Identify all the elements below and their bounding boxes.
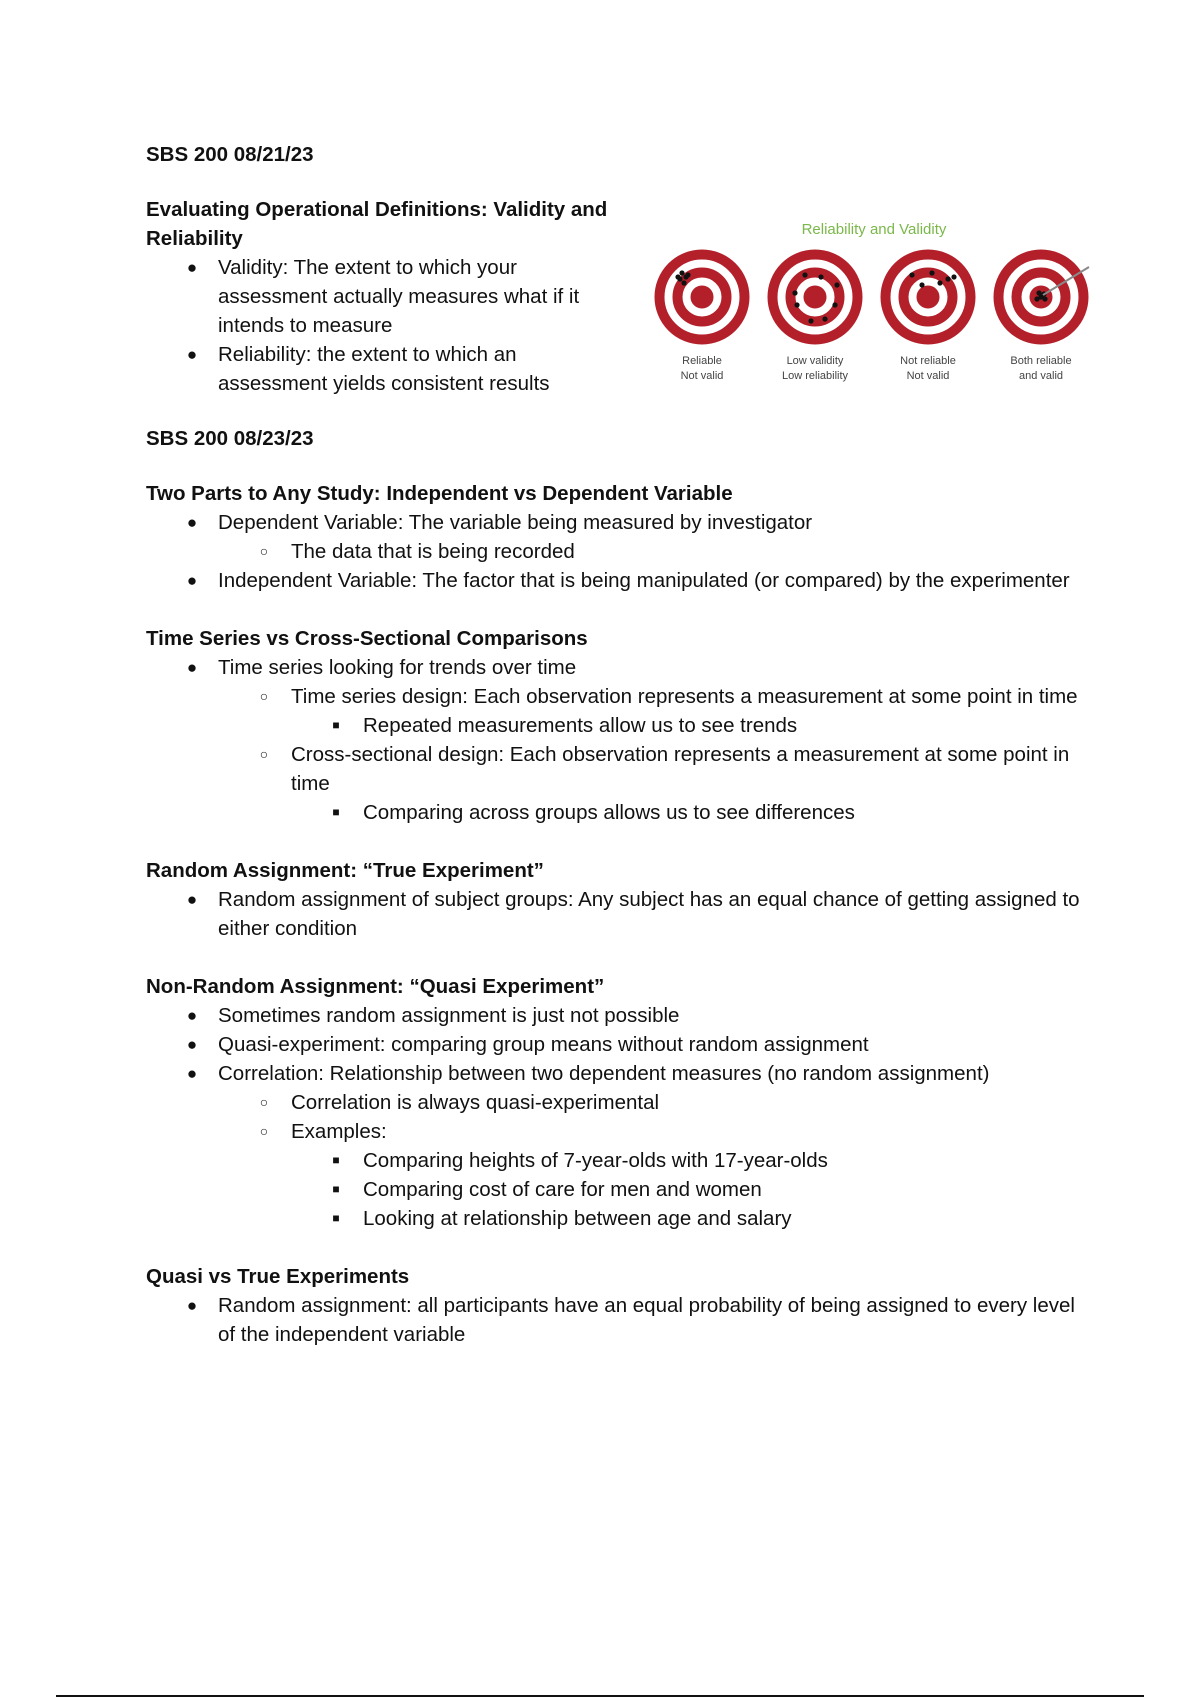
- eval-list: [146, 253, 626, 398]
- variables-list: [146, 508, 1086, 595]
- list-item: ○ Correlation is always quasi-experimental: [259, 1091, 660, 1114]
- target-label-line2: Low reliability: [781, 370, 849, 382]
- target-bullseye: [810, 292, 820, 302]
- list-item: ● Correlation: Relationship between two dependent measures (no random assignment): [186, 1062, 990, 1085]
- targets-group: [655, 250, 1089, 344]
- hit-mark: [808, 318, 813, 323]
- heading-time-series: Time Series vs Cross-Sectional Comparisons: [146, 627, 588, 650]
- heading-evaluating: Evaluating Operational Definitions: Validity and Reliability: [146, 198, 608, 250]
- hit-mark: [675, 274, 680, 279]
- list-item: ● Quasi-experiment: comparing group means without random assignment: [186, 1033, 869, 1056]
- target-label-line1: Not reliable: [900, 355, 956, 367]
- hit-mark: [792, 290, 797, 295]
- list-item: ■ Comparing across groups allows us to see differences: [332, 801, 855, 824]
- target-label-line2: and valid: [1018, 370, 1064, 382]
- quasi-list: [146, 1291, 1086, 1349]
- hit-mark: [681, 280, 686, 285]
- target-labels-group: [681, 355, 1072, 382]
- hit-mark: [919, 282, 924, 287]
- target-label-line1: Low validity: [786, 355, 844, 367]
- target-label-line1: Reliable: [682, 355, 722, 367]
- heading-quasi-vs-true: Quasi vs True Experiments: [146, 1265, 410, 1288]
- heading-non-random: Non-Random Assignment: “Quasi Experiment”: [146, 975, 605, 998]
- hit-mark: [929, 270, 934, 275]
- hit-mark: [679, 270, 684, 275]
- list-item: ● Validity: The extent to which your assessment actually measures what if it intends to measure: [186, 256, 580, 337]
- list-item: ● Random assignment of subject groups: Any subject has an equal chance of getting assigned to either condition: [186, 888, 1080, 940]
- hit-mark: [945, 276, 950, 281]
- list-item: ● Sometimes random assignment is just not possible: [186, 1004, 680, 1027]
- target-icon: [655, 250, 749, 344]
- hit-mark: [1036, 290, 1041, 295]
- hit-mark: [822, 316, 827, 321]
- hit-mark: [909, 272, 914, 277]
- hit-mark: [834, 282, 839, 287]
- list-item: ■ Repeated measurements allow us to see trends: [332, 714, 798, 737]
- figure-title: Reliability and Validity: [801, 221, 947, 238]
- list-item: ● Dependent Variable: The variable being measured by investigator: [186, 511, 813, 534]
- random-list: [146, 885, 1086, 943]
- list-item: ■ Comparing cost of care for men and women: [332, 1178, 762, 1201]
- list-item: ● Random assignment: all participants have an equal probability of being assigned to every level of the independent variable: [186, 1294, 1075, 1346]
- date-heading-1: SBS 200 08/21/23: [146, 143, 314, 166]
- target-icon: [768, 250, 862, 344]
- hit-mark: [1042, 296, 1047, 301]
- hit-mark: [832, 302, 837, 307]
- target-icon: [881, 250, 975, 344]
- hit-mark: [802, 272, 807, 277]
- section-evaluating: [146, 140, 626, 398]
- hit-mark: [685, 272, 690, 277]
- date-heading-2: SBS 200 08/23/23: [146, 427, 314, 450]
- hit-mark: [818, 274, 823, 279]
- hit-mark: [951, 274, 956, 279]
- time-series-list: [146, 653, 1086, 827]
- list-item: ■ Looking at relationship between age and salary: [332, 1207, 792, 1230]
- list-item: ○ The data that is being recorded: [259, 540, 575, 563]
- reliability-validity-figure: [652, 212, 1104, 392]
- list-item: ○ Cross-sectional design: Each observation represents a measurement at some point in time: [259, 743, 1070, 795]
- target-bullseye: [923, 292, 933, 302]
- target-icon: [994, 250, 1089, 344]
- non-random-list: [146, 1001, 1086, 1233]
- target-label-line2: Not valid: [680, 370, 724, 382]
- hit-mark: [1034, 296, 1039, 301]
- page-bottom-rule: [56, 1695, 1144, 1697]
- list-item: ● Time series looking for trends over time: [186, 656, 577, 679]
- list-item: ● Independent Variable: The factor that is being manipulated (or compared) by the experimenter: [186, 569, 1070, 592]
- list-item: ● Reliability: the extent to which an assessment yields consistent results: [186, 343, 550, 395]
- heading-two-parts: Two Parts to Any Study: Independent vs Dependent Variable: [146, 482, 733, 505]
- target-label-line1: Both reliable: [1010, 355, 1072, 367]
- heading-random-assignment: Random Assignment: “True Experiment”: [146, 859, 544, 882]
- hit-mark: [937, 280, 942, 285]
- list-item: ○ Examples:: [259, 1120, 387, 1143]
- hit-mark: [794, 302, 799, 307]
- target-label-line2: Not valid: [906, 370, 950, 382]
- target-bullseye: [697, 292, 707, 302]
- list-item: ■ Comparing heights of 7-year-olds with 17-year-olds: [332, 1149, 828, 1172]
- list-item: ○ Time series design: Each observation represents a measurement at some point in time: [259, 685, 1078, 708]
